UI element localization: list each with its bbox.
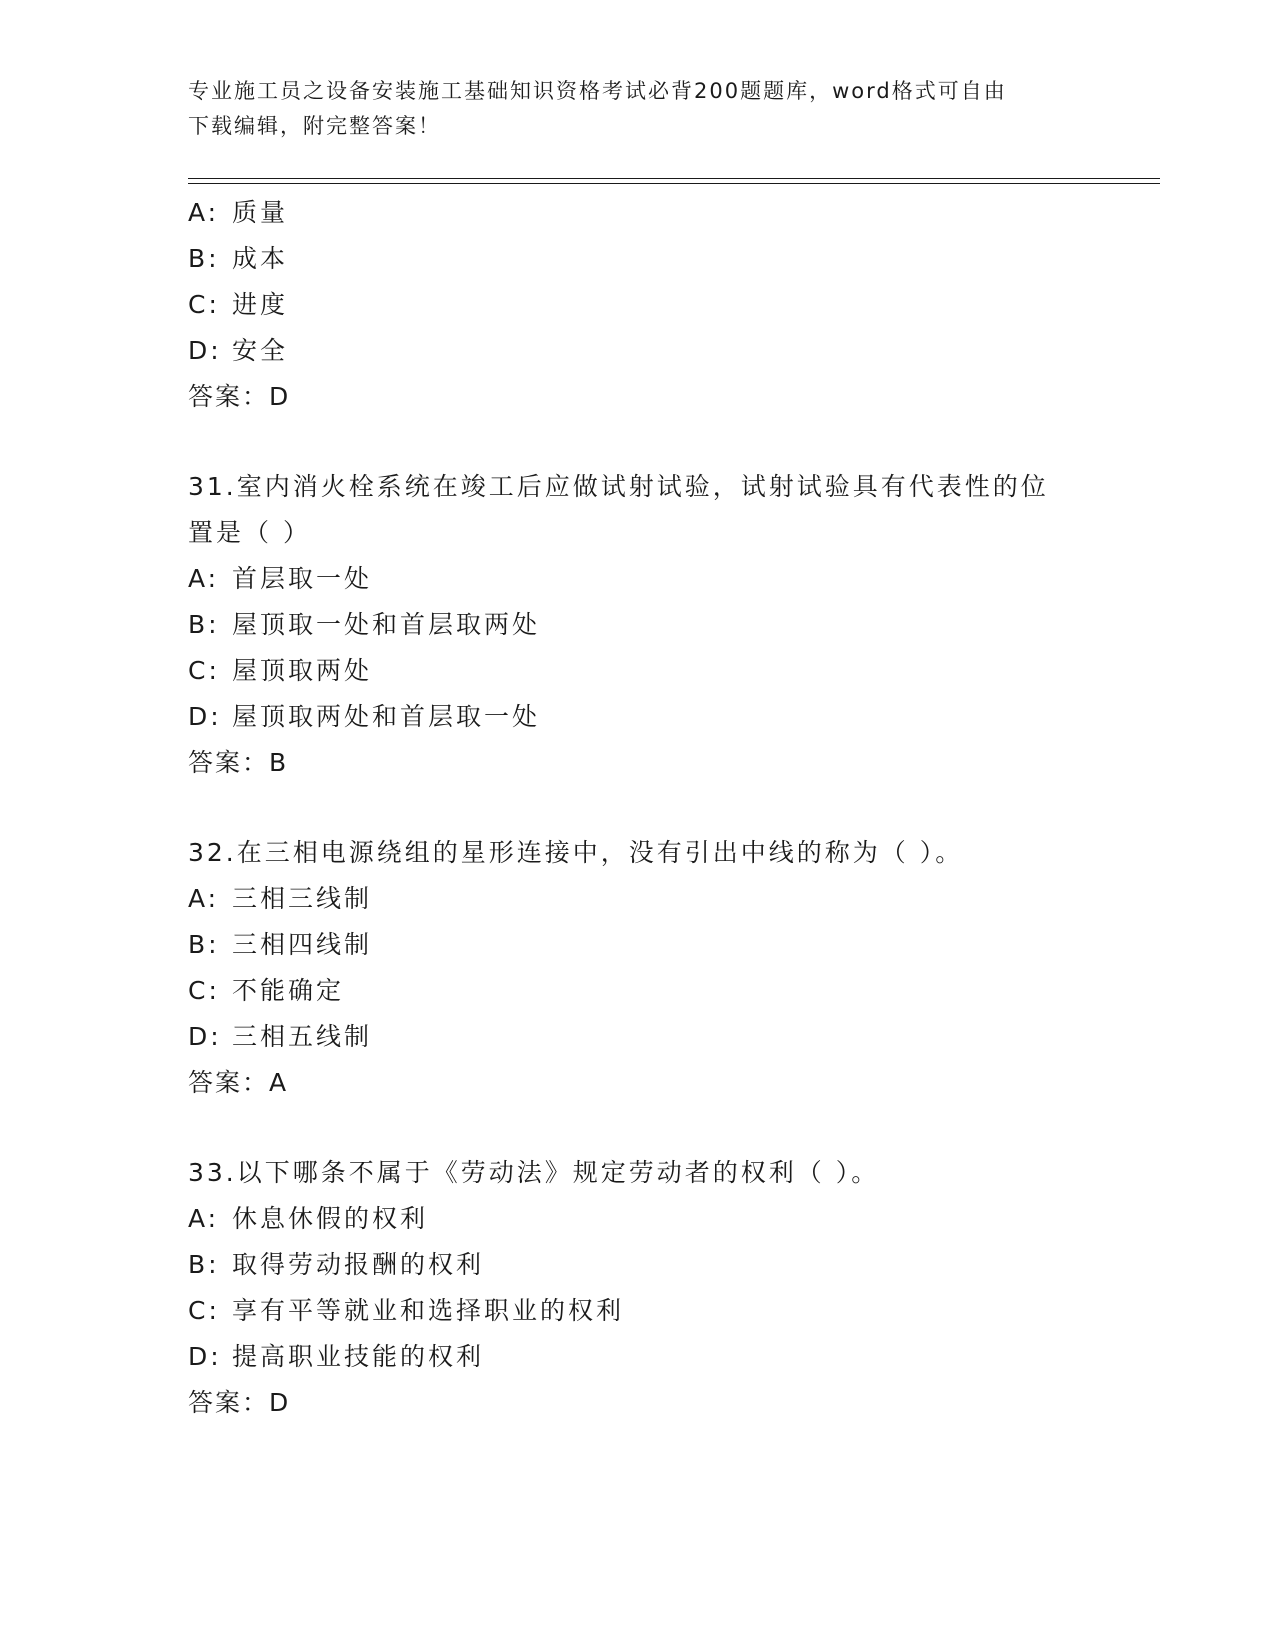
question-block-32 bbox=[188, 830, 1088, 1106]
question-block-30 bbox=[188, 190, 1088, 420]
header-divider-bottom bbox=[188, 183, 1160, 184]
question-list bbox=[188, 190, 1088, 1426]
option-text: 休息休假的权利 bbox=[232, 1204, 429, 1233]
answer-line: 答案：B bbox=[188, 748, 289, 777]
spacer bbox=[188, 786, 1088, 830]
answer-line: 答案：A bbox=[188, 1068, 289, 1097]
option-b bbox=[188, 236, 1088, 282]
option-key: B: bbox=[188, 244, 220, 273]
option-key: A: bbox=[188, 884, 220, 913]
option-d bbox=[188, 694, 1088, 740]
spacer bbox=[188, 420, 1088, 464]
option-key: C: bbox=[188, 1296, 220, 1325]
option-key: D: bbox=[188, 1342, 222, 1371]
answer-line: 答案：D bbox=[188, 382, 291, 411]
option-key: A: bbox=[188, 1204, 220, 1233]
option-text: 提高职业技能的权利 bbox=[232, 1342, 485, 1371]
option-key: B: bbox=[188, 610, 220, 639]
option-key: D: bbox=[188, 702, 222, 731]
option-b bbox=[188, 1242, 1088, 1288]
option-text: 屋顶取一处和首层取两处 bbox=[232, 610, 541, 639]
option-text: 享有平等就业和选择职业的权利 bbox=[232, 1296, 625, 1325]
spacer bbox=[188, 1106, 1088, 1150]
question-text-line-2: 置是（ ） bbox=[188, 518, 311, 547]
option-a bbox=[188, 556, 1088, 602]
option-text: 成本 bbox=[232, 244, 289, 273]
question-text-line-1: 32.在三相电源绕组的星形连接中，没有引出中线的称为（ ）。 bbox=[188, 838, 964, 867]
option-text: 屋顶取两处和首层取一处 bbox=[232, 702, 541, 731]
option-text: 不能确定 bbox=[232, 976, 345, 1005]
option-key: A: bbox=[188, 198, 220, 227]
document-header bbox=[188, 74, 1078, 144]
header-line-2: 下载编辑，附完整答案！ bbox=[188, 114, 441, 138]
option-a bbox=[188, 190, 1088, 236]
option-c bbox=[188, 1288, 1088, 1334]
option-a bbox=[188, 876, 1088, 922]
option-a bbox=[188, 1196, 1088, 1242]
header-divider-top bbox=[188, 178, 1160, 179]
question-text-line-1: 33.以下哪条不属于《劳动法》规定劳动者的权利（ ）。 bbox=[188, 1158, 880, 1187]
option-text: 质量 bbox=[232, 198, 289, 227]
header-line-1: 专业施工员之设备安装施工基础知识资格考试必背200题题库，word格式可自由 bbox=[188, 79, 1007, 103]
option-key: D: bbox=[188, 336, 222, 365]
option-key: D: bbox=[188, 1022, 222, 1051]
option-text: 三相四线制 bbox=[232, 930, 373, 959]
option-d bbox=[188, 1334, 1088, 1380]
option-key: A: bbox=[188, 564, 220, 593]
question-block-31 bbox=[188, 464, 1088, 786]
option-text: 进度 bbox=[232, 290, 289, 319]
option-b bbox=[188, 602, 1088, 648]
option-c bbox=[188, 282, 1088, 328]
option-text: 三相五线制 bbox=[232, 1022, 373, 1051]
option-text: 屋顶取两处 bbox=[232, 656, 373, 685]
option-key: B: bbox=[188, 1250, 220, 1279]
option-text: 安全 bbox=[232, 336, 289, 365]
option-text: 首层取一处 bbox=[232, 564, 373, 593]
option-key: C: bbox=[188, 656, 220, 685]
option-key: B: bbox=[188, 930, 220, 959]
option-c bbox=[188, 648, 1088, 694]
option-b bbox=[188, 922, 1088, 968]
option-c bbox=[188, 968, 1088, 1014]
option-d bbox=[188, 328, 1088, 374]
question-text-line-1: 31.室内消火栓系统在竣工后应做试射试验，试射试验具有代表性的位 bbox=[188, 472, 1049, 501]
answer-line: 答案：D bbox=[188, 1388, 291, 1417]
option-d bbox=[188, 1014, 1088, 1060]
option-text: 三相三线制 bbox=[232, 884, 373, 913]
option-key: C: bbox=[188, 976, 220, 1005]
question-block-33 bbox=[188, 1150, 1088, 1426]
option-key: C: bbox=[188, 290, 220, 319]
option-text: 取得劳动报酬的权利 bbox=[232, 1250, 485, 1279]
